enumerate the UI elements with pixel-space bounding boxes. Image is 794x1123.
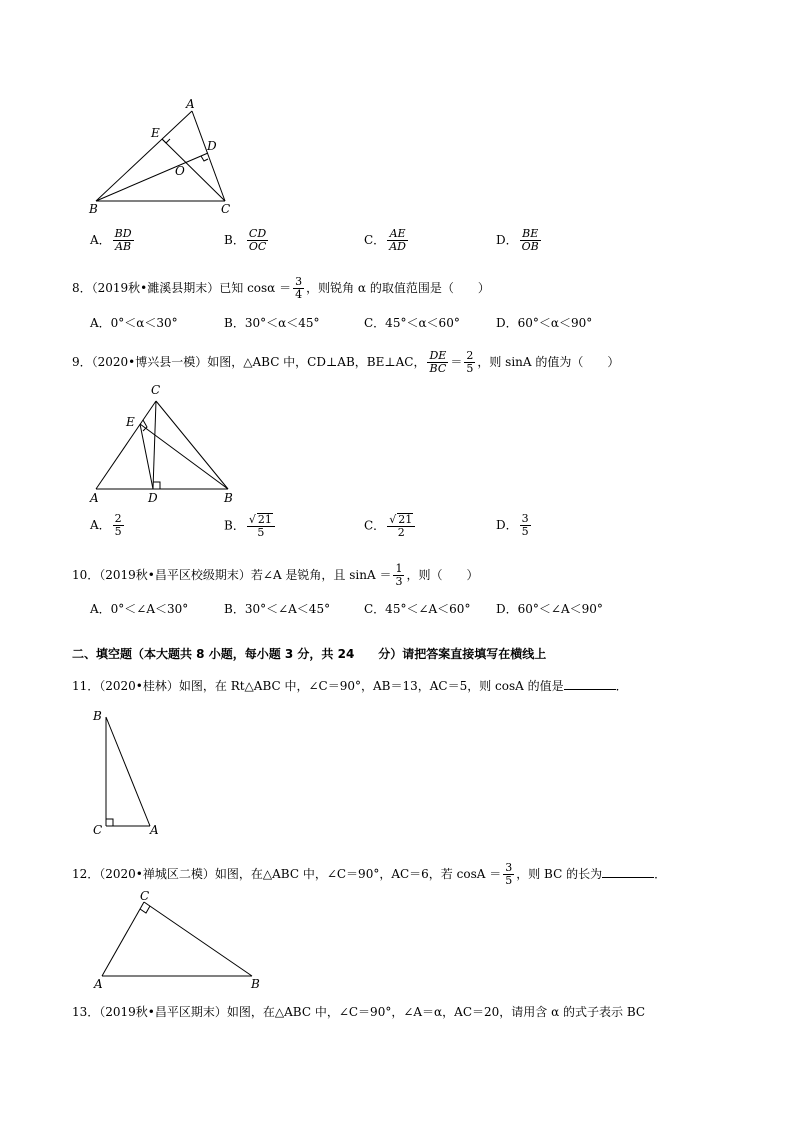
q9-label-A: A [90, 491, 99, 505]
q9-option-a: A． $\frac{2}{5}$ [90, 512, 122, 538]
section2-heading: 二、填空题（本大题共 8 小题，每小题 3 分，共 24 分）请把答案直接填写在横线上 [72, 647, 547, 661]
q10-option-d: D．60°＜∠A＜90° [496, 602, 603, 616]
q9-option-d: D． $\frac{3}{5}$ [496, 512, 529, 538]
q9-stem: 9．（2020•博兴县一模）如图，△ABC 中，CD⊥AB，BE⊥AC， $\frac{DE}{BC}$ ＝ $\frac{2}{5}$ ，则 sinA 的值为（ ） [72, 349, 620, 375]
q9-figure [84, 380, 244, 508]
q9-option-b: B． $\frac{√ 21}{5}$ [224, 513, 277, 539]
q10-option-c: C．45°＜∠A＜60° [364, 602, 471, 616]
q10-option-b: B．30°＜∠A＜45° [224, 602, 331, 616]
q12-answer-blank[interactable] [602, 865, 654, 878]
q11-answer-blank[interactable] [564, 677, 616, 690]
q7-label-C: C [221, 202, 231, 216]
q7-label-E: E [151, 126, 160, 140]
q12-label-B: B [251, 977, 260, 991]
q7-option-c: C． $\frac{AE}{AD}$ [364, 227, 406, 253]
q8-option-a: A．0°＜α＜30° [90, 316, 178, 330]
q9-label-E: E [126, 415, 135, 429]
q7-option-a: A． $\frac{BD}{AB}$ [90, 227, 132, 253]
q7-label-B: B [89, 202, 98, 216]
q11-stem: 11．（2020•桂林）如图，在 Rt△ABC 中，∠C＝90°，AB＝13，AC＝5，则 cosA 的值是 ． [72, 679, 628, 693]
q8-stem: 8．（2019秋•濉溪县期末）已知 cosα ＝ $\frac{3}{4}$ ，则锐角 α 的取值范围是（ ） [72, 275, 490, 301]
q12-label-A: A [94, 977, 103, 991]
q11-label-A: A [150, 823, 159, 837]
q8-option-d: D．60°＜α＜90° [496, 316, 593, 330]
q7-figure [80, 95, 250, 220]
q8-option-b: B．30°＜α＜45° [224, 316, 320, 330]
q13-stem: 13．（2019秋•昌平区期末）如图，在△ABC 中，∠C＝90°，∠A＝α，AC＝20，请用含 α 的式子表示 BC [72, 1005, 646, 1019]
q7-option-b: B． $\frac{CD}{OC}$ [224, 227, 267, 253]
q7-label-A: A [186, 97, 195, 111]
q7-option-d: D． $\frac{BE}{OB}$ [496, 227, 539, 253]
q9-label-C: C [151, 383, 161, 397]
q9-label-B: B [224, 491, 233, 505]
q12-label-C: C [140, 890, 150, 903]
q8-option-c: C．45°＜α＜60° [364, 316, 460, 330]
q12-stem: 12．（2020•禅城区二模）如图，在△ABC 中，∠C＝90°，AC＝6，若 cosA ＝ $\frac{3}{5}$ ，则 BC 的长为 ． [72, 861, 667, 887]
q12-figure [88, 890, 278, 995]
q10-stem: 10．（2019秋•昌平区校级期末）若∠A 是锐角，且 sinA ＝ $\frac{1}{3}$ ，则（ ） [72, 562, 479, 588]
q11-label-B: B [93, 709, 102, 723]
q11-figure [88, 705, 178, 840]
q7-label-D: D [207, 139, 217, 153]
q7-label-O: O [175, 164, 185, 178]
q9-label-D: D [148, 491, 158, 505]
q10-option-a: A．0°＜∠A＜30° [90, 602, 189, 616]
q9-option-c: C． $\frac{√ 21}{2}$ [364, 513, 417, 539]
q11-label-C: C [93, 823, 103, 837]
